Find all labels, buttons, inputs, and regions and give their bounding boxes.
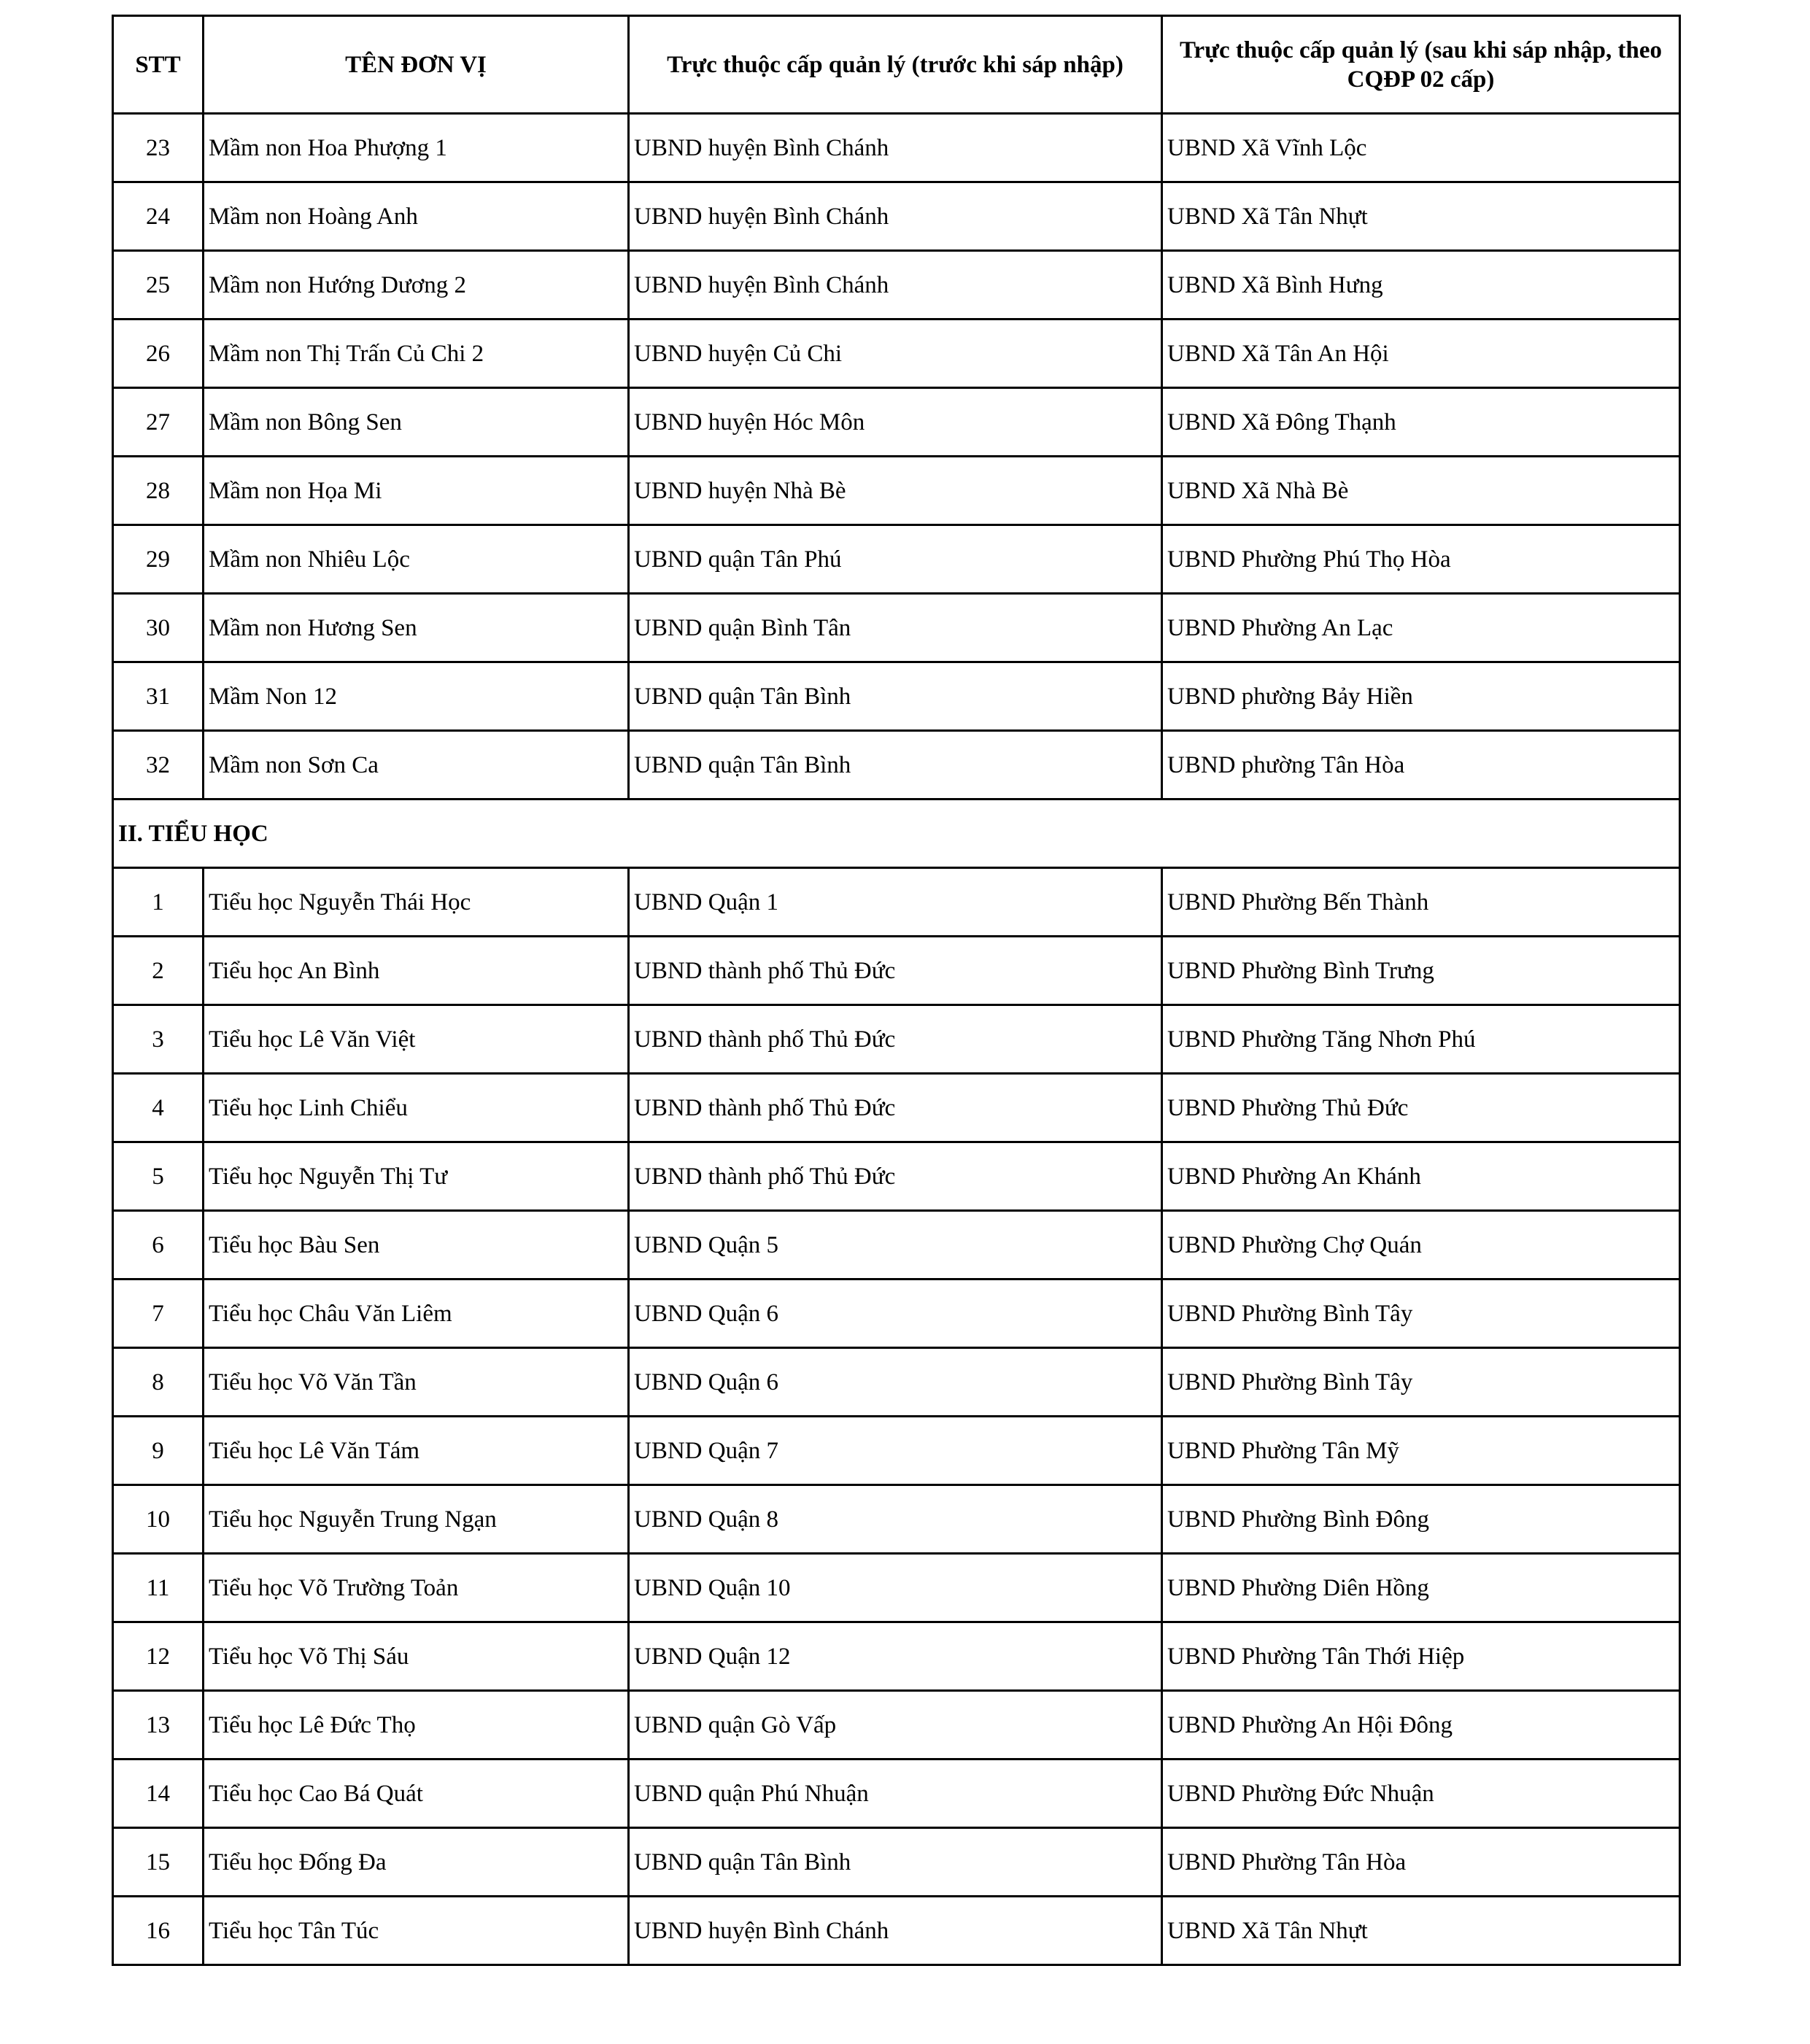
table-row xyxy=(113,1211,1680,1280)
table-header-row xyxy=(113,16,1680,114)
cell-stt: 6 xyxy=(113,1211,204,1280)
table-row xyxy=(113,1348,1680,1417)
cell-management-before: UBND huyện Hóc Môn xyxy=(629,388,1162,457)
cell-management-before: UBND huyện Củ Chi xyxy=(629,320,1162,388)
cell-stt: 9 xyxy=(113,1417,204,1485)
cell-management-after: UBND Phường Chợ Quán xyxy=(1162,1211,1680,1280)
cell-management-before: UBND quận Tân Bình xyxy=(629,731,1162,800)
cell-management-after: UBND Phường An Hội Đông xyxy=(1162,1691,1680,1760)
cell-unit-name: Mầm non Nhiêu Lộc xyxy=(204,525,629,594)
cell-management-after: UBND Phường Thủ Đức xyxy=(1162,1074,1680,1142)
cell-management-after: UBND Xã Tân Nhựt xyxy=(1162,182,1680,251)
cell-management-before: UBND Quận 1 xyxy=(629,868,1162,937)
cell-management-before: UBND huyện Nhà Bè xyxy=(629,457,1162,525)
cell-stt: 24 xyxy=(113,182,204,251)
cell-management-after: UBND Xã Tân An Hội xyxy=(1162,320,1680,388)
cell-management-after: UBND Xã Tân Nhựt xyxy=(1162,1897,1680,1965)
cell-stt: 10 xyxy=(113,1485,204,1554)
cell-management-after: UBND Phường Tân Mỹ xyxy=(1162,1417,1680,1485)
section-title: II. TIỂU HỌC xyxy=(113,800,1680,868)
cell-stt: 14 xyxy=(113,1760,204,1828)
cell-stt: 3 xyxy=(113,1005,204,1074)
section-row xyxy=(113,800,1680,868)
cell-management-before: UBND huyện Bình Chánh xyxy=(629,1897,1162,1965)
table-row xyxy=(113,457,1680,525)
cell-management-before: UBND quận Phú Nhuận xyxy=(629,1760,1162,1828)
cell-unit-name: Mầm non Thị Trấn Củ Chi 2 xyxy=(204,320,629,388)
cell-unit-name: Tiểu học Tân Túc xyxy=(204,1897,629,1965)
table-row xyxy=(113,1554,1680,1622)
cell-management-after: UBND Phường An Khánh xyxy=(1162,1142,1680,1211)
cell-unit-name: Tiểu học Nguyễn Thái Học xyxy=(204,868,629,937)
cell-management-before: UBND Quận 7 xyxy=(629,1417,1162,1485)
cell-unit-name: Tiểu học Võ Trường Toản xyxy=(204,1554,629,1622)
cell-unit-name: Tiểu học Châu Văn Liêm xyxy=(204,1280,629,1348)
cell-unit-name: Mầm Non 12 xyxy=(204,662,629,731)
cell-management-after: UBND Phường An Lạc xyxy=(1162,594,1680,662)
cell-stt: 13 xyxy=(113,1691,204,1760)
cell-stt: 8 xyxy=(113,1348,204,1417)
cell-unit-name: Tiểu học Nguyễn Trung Ngạn xyxy=(204,1485,629,1554)
cell-management-before: UBND Quận 12 xyxy=(629,1622,1162,1691)
cell-stt: 25 xyxy=(113,251,204,320)
cell-management-after: UBND phường Bảy Hiền xyxy=(1162,662,1680,731)
cell-management-before: UBND quận Tân Bình xyxy=(629,662,1162,731)
cell-stt: 29 xyxy=(113,525,204,594)
cell-management-after: UBND phường Tân Hòa xyxy=(1162,731,1680,800)
cell-unit-name: Tiểu học Lê Đức Thọ xyxy=(204,1691,629,1760)
cell-management-after: UBND Phường Bến Thành xyxy=(1162,868,1680,937)
cell-unit-name: Tiểu học Đống Đa xyxy=(204,1828,629,1897)
table-row xyxy=(113,662,1680,731)
cell-management-before: UBND Quận 10 xyxy=(629,1554,1162,1622)
cell-management-after: UBND Xã Nhà Bè xyxy=(1162,457,1680,525)
units-table xyxy=(112,15,1681,1966)
cell-unit-name: Tiểu học An Bình xyxy=(204,937,629,1005)
cell-management-before: UBND Quận 6 xyxy=(629,1348,1162,1417)
table-row xyxy=(113,320,1680,388)
cell-management-before: UBND quận Gò Vấp xyxy=(629,1691,1162,1760)
table-row xyxy=(113,1280,1680,1348)
cell-stt: 30 xyxy=(113,594,204,662)
table-row xyxy=(113,1622,1680,1691)
cell-management-after: UBND Phường Tân Thới Hiệp xyxy=(1162,1622,1680,1691)
header-unit-name: TÊN ĐƠN VỊ xyxy=(204,16,629,114)
cell-management-after: UBND Xã Bình Hưng xyxy=(1162,251,1680,320)
cell-management-after: UBND Phường Diên Hồng xyxy=(1162,1554,1680,1622)
cell-management-after: UBND Phường Bình Tây xyxy=(1162,1280,1680,1348)
table-row xyxy=(113,1142,1680,1211)
cell-management-before: UBND thành phố Thủ Đức xyxy=(629,1074,1162,1142)
cell-unit-name: Mầm non Hương Sen xyxy=(204,594,629,662)
section-primary xyxy=(113,800,1680,868)
table-row xyxy=(113,1417,1680,1485)
cell-unit-name: Mầm non Họa Mi xyxy=(204,457,629,525)
cell-management-before: UBND quận Tân Phú xyxy=(629,525,1162,594)
cell-stt: 1 xyxy=(113,868,204,937)
cell-management-after: UBND Xã Vĩnh Lộc xyxy=(1162,114,1680,182)
cell-management-before: UBND thành phố Thủ Đức xyxy=(629,1005,1162,1074)
cell-management-before: UBND quận Bình Tân xyxy=(629,594,1162,662)
cell-stt: 31 xyxy=(113,662,204,731)
table-row xyxy=(113,1760,1680,1828)
table-row xyxy=(113,1828,1680,1897)
cell-management-before: UBND huyện Bình Chánh xyxy=(629,251,1162,320)
cell-management-before: UBND huyện Bình Chánh xyxy=(629,114,1162,182)
cell-stt: 11 xyxy=(113,1554,204,1622)
table-row xyxy=(113,525,1680,594)
cell-management-before: UBND thành phố Thủ Đức xyxy=(629,937,1162,1005)
cell-unit-name: Tiểu học Võ Văn Tần xyxy=(204,1348,629,1417)
cell-management-before: UBND huyện Bình Chánh xyxy=(629,182,1162,251)
cell-stt: 23 xyxy=(113,114,204,182)
cell-management-before: UBND Quận 8 xyxy=(629,1485,1162,1554)
cell-stt: 2 xyxy=(113,937,204,1005)
table-row xyxy=(113,388,1680,457)
cell-unit-name: Tiểu học Võ Thị Sáu xyxy=(204,1622,629,1691)
cell-unit-name: Tiểu học Lê Văn Việt xyxy=(204,1005,629,1074)
cell-management-after: UBND Phường Bình Trưng xyxy=(1162,937,1680,1005)
cell-stt: 16 xyxy=(113,1897,204,1965)
cell-stt: 5 xyxy=(113,1142,204,1211)
cell-unit-name: Tiểu học Lê Văn Tám xyxy=(204,1417,629,1485)
cell-unit-name: Mầm non Hướng Dương 2 xyxy=(204,251,629,320)
table-row xyxy=(113,114,1680,182)
table-row xyxy=(113,1691,1680,1760)
cell-management-after: UBND Xã Đông Thạnh xyxy=(1162,388,1680,457)
cell-unit-name: Mầm non Sơn Ca xyxy=(204,731,629,800)
cell-unit-name: Tiểu học Bàu Sen xyxy=(204,1211,629,1280)
header-management-after: Trực thuộc cấp quản lý (sau khi sáp nhập, theo CQĐP 02 cấp) xyxy=(1162,16,1680,114)
cell-unit-name: Mầm non Bông Sen xyxy=(204,388,629,457)
cell-stt: 7 xyxy=(113,1280,204,1348)
cell-stt: 28 xyxy=(113,457,204,525)
cell-management-before: UBND Quận 5 xyxy=(629,1211,1162,1280)
cell-management-after: UBND Phường Bình Tây xyxy=(1162,1348,1680,1417)
table-row xyxy=(113,1074,1680,1142)
cell-management-before: UBND thành phố Thủ Đức xyxy=(629,1142,1162,1211)
cell-stt: 4 xyxy=(113,1074,204,1142)
cell-management-after: UBND Phường Tân Hòa xyxy=(1162,1828,1680,1897)
table-row xyxy=(113,1005,1680,1074)
table-row xyxy=(113,251,1680,320)
preschool-rows xyxy=(113,114,1680,800)
cell-management-after: UBND Phường Đức Nhuận xyxy=(1162,1760,1680,1828)
cell-unit-name: Tiểu học Nguyễn Thị Tư xyxy=(204,1142,629,1211)
cell-management-after: UBND Phường Phú Thọ Hòa xyxy=(1162,525,1680,594)
cell-management-after: UBND Phường Tăng Nhơn Phú xyxy=(1162,1005,1680,1074)
cell-unit-name: Mầm non Hoàng Anh xyxy=(204,182,629,251)
table-row xyxy=(113,868,1680,937)
table-row xyxy=(113,594,1680,662)
cell-stt: 32 xyxy=(113,731,204,800)
table-row xyxy=(113,1485,1680,1554)
cell-stt: 27 xyxy=(113,388,204,457)
cell-unit-name: Tiểu học Cao Bá Quát xyxy=(204,1760,629,1828)
header-management-before: Trực thuộc cấp quản lý (trước khi sáp nhập) xyxy=(629,16,1162,114)
table-row xyxy=(113,937,1680,1005)
cell-stt: 15 xyxy=(113,1828,204,1897)
cell-unit-name: Tiểu học Linh Chiểu xyxy=(204,1074,629,1142)
cell-management-before: UBND Quận 6 xyxy=(629,1280,1162,1348)
table-row xyxy=(113,731,1680,800)
header-stt: STT xyxy=(113,16,204,114)
cell-stt: 12 xyxy=(113,1622,204,1691)
primary-rows xyxy=(113,868,1680,1965)
table-row xyxy=(113,1897,1680,1965)
table-row xyxy=(113,182,1680,251)
cell-management-after: UBND Phường Bình Đông xyxy=(1162,1485,1680,1554)
cell-unit-name: Mầm non Hoa Phượng 1 xyxy=(204,114,629,182)
cell-management-before: UBND quận Tân Bình xyxy=(629,1828,1162,1897)
cell-stt: 26 xyxy=(113,320,204,388)
